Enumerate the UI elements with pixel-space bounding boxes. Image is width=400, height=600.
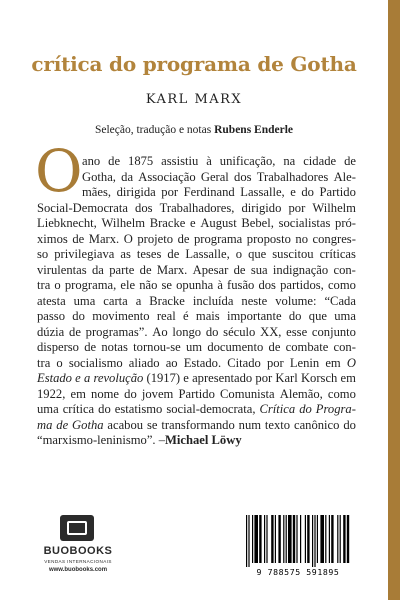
blurb-line xyxy=(37,154,356,170)
blurb-word: e xyxy=(75,371,81,385)
barcode-bar xyxy=(296,515,297,563)
blurb-line xyxy=(37,387,356,403)
blurb-word: importante xyxy=(227,309,282,323)
blurb-word: de xyxy=(268,340,281,354)
blurb-word: Crítica xyxy=(259,402,296,416)
blurb-word: a xyxy=(83,371,91,385)
blurb-word: do xyxy=(299,402,312,416)
blurb-word: tornou-se xyxy=(133,340,181,354)
blurb-word: pró- xyxy=(335,216,356,230)
blurb-word: mais xyxy=(195,309,220,323)
barcode-bar xyxy=(248,515,249,567)
blurb-word: Ale- xyxy=(333,169,356,184)
blurb-word: programa xyxy=(194,231,243,246)
blurb-word: do xyxy=(124,386,137,401)
blurb-line xyxy=(37,216,356,232)
blurb-word: críticas xyxy=(319,247,356,261)
blurb-word: de xyxy=(167,247,180,261)
barcode-bar xyxy=(293,515,295,563)
blurb-word: da xyxy=(121,169,134,184)
blurb-word: 1922, xyxy=(37,386,66,401)
blurb-word: do xyxy=(205,324,219,339)
blurb-segment: “marxismo-leninismo”. – xyxy=(37,433,166,447)
barcode-bar xyxy=(254,515,258,563)
barcode-bar xyxy=(343,515,345,563)
blurb-word: Geral xyxy=(200,169,229,184)
blurb-word: Alemão, xyxy=(279,386,323,401)
barcode-bar xyxy=(320,515,324,563)
barcode-bars xyxy=(244,515,354,567)
blurb-word: se xyxy=(161,278,172,292)
barcode-bar xyxy=(329,515,330,563)
blurb-word: August xyxy=(200,216,237,230)
blurb-word: opunha xyxy=(176,278,214,292)
barcode-bar xyxy=(288,515,292,563)
blurb-word: Estado. xyxy=(183,355,222,370)
blurb-word: texto xyxy=(264,417,291,432)
blurb-word: dos xyxy=(258,278,276,292)
blurb-word: documento xyxy=(207,340,264,354)
blurb-line xyxy=(37,356,356,372)
blurb-word: socialismo xyxy=(68,355,123,370)
book-box-icon xyxy=(60,515,94,541)
barcode-bar xyxy=(275,515,276,563)
barcode-bar xyxy=(340,515,341,563)
blurb-word: O xyxy=(123,231,133,246)
blurb-word: con- xyxy=(333,262,356,277)
blurb-word: ma xyxy=(37,417,53,432)
blurb-word: que xyxy=(248,247,267,261)
barcode-bar xyxy=(264,515,265,563)
blurb-word: tra xyxy=(37,355,51,370)
blurb-word: uma xyxy=(334,309,356,323)
blurb-word: Partido xyxy=(319,185,356,199)
blurb-word: longo xyxy=(172,324,202,339)
isbn-number: 9 788575 591895 xyxy=(256,567,340,577)
blurb-word: dos xyxy=(135,200,153,215)
spine-strip xyxy=(388,0,400,600)
blurb-word: em xyxy=(340,371,356,385)
blurb-word: acabou xyxy=(107,417,144,432)
blurb-word: incluída xyxy=(192,293,234,308)
blurb-line xyxy=(37,247,356,263)
barcode-bar xyxy=(271,515,273,563)
blurb-line xyxy=(37,263,356,279)
blurb-word: Ferdinand xyxy=(183,185,235,199)
blurb-word: o xyxy=(235,247,243,261)
barcode-bar xyxy=(252,515,253,563)
blurb-word: social-democrata, xyxy=(166,402,256,416)
barcode-bar xyxy=(305,515,306,563)
blurb-word: da xyxy=(91,262,104,277)
blurb-word: assistiu xyxy=(161,154,199,168)
barcode-bar xyxy=(317,515,318,563)
isbn-barcode xyxy=(238,513,358,583)
blurb-word: carta xyxy=(103,293,128,308)
barcode-bar xyxy=(266,515,267,563)
blurb-word: programa, xyxy=(64,278,117,292)
blurb-word: um xyxy=(185,340,203,354)
blurb-line xyxy=(37,278,356,294)
blurb-word: do xyxy=(343,417,356,432)
blurb-word: proposto xyxy=(246,231,291,246)
blurb-word: como xyxy=(327,386,356,401)
blurb-word: Trabalhadores xyxy=(256,169,329,184)
drop-cap: O xyxy=(35,137,83,205)
blurb-word: e xyxy=(183,371,189,385)
barcode-bar xyxy=(314,515,315,567)
blurb-word: que xyxy=(308,309,327,323)
blurb-word: crítica xyxy=(62,402,95,416)
blurb-signature: Michael Löwy xyxy=(165,433,242,447)
blurb-word: de xyxy=(139,262,152,277)
blurb-word: o xyxy=(54,278,61,292)
blurb-word: aliado xyxy=(128,355,160,370)
blurb-word: Partido xyxy=(178,386,215,401)
blurb-word: congres- xyxy=(312,231,356,246)
blurb-line xyxy=(37,418,356,434)
blurb-word: de xyxy=(344,154,356,168)
blurb-word: do xyxy=(72,309,85,323)
publisher-name: BUOBOOKS xyxy=(43,545,113,557)
blurb-word: dirigido xyxy=(241,200,282,215)
blurb-word: socialistas xyxy=(278,216,331,230)
blurb-line xyxy=(37,402,356,418)
blurb-word: ele xyxy=(120,278,136,292)
barcode-bar xyxy=(307,515,309,563)
blurb-word: nome xyxy=(91,386,119,401)
blurb-word: so xyxy=(37,247,49,261)
blurb-word: de xyxy=(177,231,190,246)
credits-line xyxy=(0,124,388,136)
translator-name: Rubens Enderle xyxy=(214,124,294,136)
blurb-word: disperso xyxy=(37,340,79,354)
blurb-word: neste xyxy=(241,293,268,308)
blurb-line xyxy=(37,340,356,356)
blurb-word: revolução xyxy=(93,371,144,385)
blurb-word: fusão xyxy=(227,278,255,292)
blurb-word: ano xyxy=(82,154,101,168)
blurb-word: (1917) xyxy=(146,371,181,385)
blurb-word: de xyxy=(56,417,69,432)
blurb-word: em xyxy=(70,386,86,401)
barcode-bar xyxy=(300,515,301,563)
blurb-word: de xyxy=(108,154,121,168)
publisher-url: www.buobooks.com xyxy=(48,567,108,573)
blurb-word: do xyxy=(301,185,314,199)
blurb-word: transformando xyxy=(161,417,235,432)
credits-prefix: Seleção, tradução e notas xyxy=(94,124,212,136)
blurb-line xyxy=(37,294,356,310)
blurb-word: o xyxy=(56,355,63,370)
barcode-bar xyxy=(286,515,287,563)
blurb-line xyxy=(37,232,356,248)
blurb-word: Social-Democrata xyxy=(37,200,128,215)
blurb-word: Ao xyxy=(152,324,168,339)
barcode-bar xyxy=(283,515,284,563)
barcode-bar xyxy=(259,515,261,563)
blurb-word: por xyxy=(266,355,284,370)
blurb-word: Marx. xyxy=(156,262,188,277)
blurb-word: O xyxy=(346,355,356,370)
blurb-word: Korsch xyxy=(300,371,338,385)
blurb-word: parte xyxy=(109,262,135,277)
blurb-word: apresentado xyxy=(192,371,253,385)
blurb-word: as xyxy=(120,247,131,261)
blurb-word: unificação, xyxy=(219,154,276,168)
blurb-word: Gotha, xyxy=(82,169,116,184)
blurb-word: “Cada xyxy=(324,293,356,308)
blurb-line xyxy=(37,433,356,449)
blurb-line xyxy=(37,371,356,387)
blurb-word: por xyxy=(161,185,179,199)
blurb-word: Karl xyxy=(275,371,298,385)
blurb-word: por xyxy=(288,200,306,215)
blurb-word: notas xyxy=(101,340,128,354)
blurb-word: uma xyxy=(73,293,96,308)
barcode-bar xyxy=(337,515,338,563)
blurb-word: é xyxy=(183,309,189,323)
blurb-word: privilegiava xyxy=(54,247,115,261)
blurb-word: uma xyxy=(37,402,59,416)
blurb-word: con- xyxy=(333,340,356,354)
publisher-subtitle: VENDAS INTERNACIONAIS xyxy=(44,559,112,564)
blurb-word: tra xyxy=(37,278,51,292)
blurb-word: movimento xyxy=(92,309,150,323)
blurb-word: Gotha xyxy=(72,417,104,432)
blurb-word: jovem xyxy=(141,386,174,401)
barcode-bar xyxy=(312,515,313,567)
blurb-word: em xyxy=(325,355,341,370)
blurb-word: teses xyxy=(136,247,162,261)
blurb-word: real xyxy=(156,309,176,323)
blurb-word: virulentas xyxy=(37,262,87,277)
barcode-bar xyxy=(246,515,247,567)
blurb-word: do xyxy=(288,309,302,323)
barcode-bar xyxy=(331,515,333,563)
blurb-word: 1875 xyxy=(128,154,154,168)
blurb-word: Estado xyxy=(37,371,72,385)
blurb-word: não xyxy=(139,278,158,292)
blurb-word: Marx. xyxy=(88,231,120,246)
blurb-line xyxy=(37,170,356,186)
blurb-word: mães, xyxy=(82,185,112,199)
blurb-word: de xyxy=(69,324,81,339)
blurb-word: Associação xyxy=(138,169,196,184)
blurb-word: Bracke xyxy=(149,216,186,230)
blurb-word: Lassalle, xyxy=(185,247,230,261)
blurb-word: partidos, xyxy=(280,278,324,292)
blurb-word: de xyxy=(84,340,97,354)
blurb-word: combate xyxy=(285,340,329,354)
blurb-word: de xyxy=(233,262,246,277)
blurb-word: Citado xyxy=(227,355,261,370)
blurb-word: num xyxy=(238,417,262,432)
blurb-line xyxy=(37,309,356,325)
blurb-word: atesta xyxy=(37,293,66,308)
blurb-word: XX, xyxy=(260,324,282,339)
blurb-word: dirigida xyxy=(116,185,156,199)
blurb-word: indignação xyxy=(272,262,329,277)
blurb-word: Trabalhadores, xyxy=(159,200,235,215)
blurb-line xyxy=(37,201,356,217)
blurb-word: esse xyxy=(286,324,308,339)
blurb-word: à xyxy=(206,154,212,168)
barcode-bar xyxy=(278,515,280,563)
blurb-word: sua xyxy=(250,262,268,277)
book-author: KARL MARX xyxy=(145,92,243,107)
blurb-word: Lassalle, xyxy=(240,185,285,199)
blurb-word: e xyxy=(290,185,296,199)
blurb-word: Wilhelm xyxy=(101,216,146,230)
publisher-logo xyxy=(34,515,122,577)
blurb-word: cidade xyxy=(303,154,337,168)
blurb-word: se xyxy=(146,417,158,432)
blurb-word: programas”. xyxy=(85,324,148,339)
blurb-line xyxy=(37,325,356,341)
blurb-word: suscitou xyxy=(272,247,314,261)
blurb-word: como xyxy=(327,278,356,292)
blurb-word: a xyxy=(135,293,142,308)
blurb-text xyxy=(35,137,356,449)
blurb-word: projeto xyxy=(137,231,174,246)
blurb-word: Wilhelm xyxy=(312,200,356,215)
blurb-word: no xyxy=(295,231,308,246)
blurb-word: dúzia xyxy=(37,324,65,339)
barcode-bar xyxy=(325,515,326,563)
barcode-bar xyxy=(347,515,349,563)
blurb-word: de xyxy=(72,231,85,246)
blurb-word: ximos xyxy=(37,231,68,246)
blurb-word: ao xyxy=(165,355,178,370)
blurb-word: na xyxy=(283,154,296,168)
blurb-word: Liebknecht, xyxy=(37,216,97,230)
blurb-word: por xyxy=(255,371,273,385)
blurb-word: estatismo xyxy=(114,402,163,416)
blurb-word: Bebel, xyxy=(241,216,274,230)
blurb-word: dos xyxy=(234,169,252,184)
blurb-word: à xyxy=(217,278,223,292)
book-title: crítica do programa de Gotha xyxy=(31,52,357,76)
blurb-word: do xyxy=(98,402,111,416)
blurb-word: século xyxy=(223,324,256,339)
blurb-word: Bracke xyxy=(149,293,185,308)
blurb-word: volume: xyxy=(275,293,317,308)
blurb-word: passo xyxy=(37,309,65,323)
blurb-word: Progra- xyxy=(315,402,356,416)
blurb-word: conjunto xyxy=(311,324,356,339)
blurb-word: Apesar xyxy=(192,262,229,277)
blurb-word: e xyxy=(190,216,196,230)
blurb-word: Comunista xyxy=(220,386,275,401)
blurb-word: canônico xyxy=(293,417,340,432)
blurb-word: Lenin xyxy=(289,355,320,370)
blurb-line xyxy=(37,185,356,201)
